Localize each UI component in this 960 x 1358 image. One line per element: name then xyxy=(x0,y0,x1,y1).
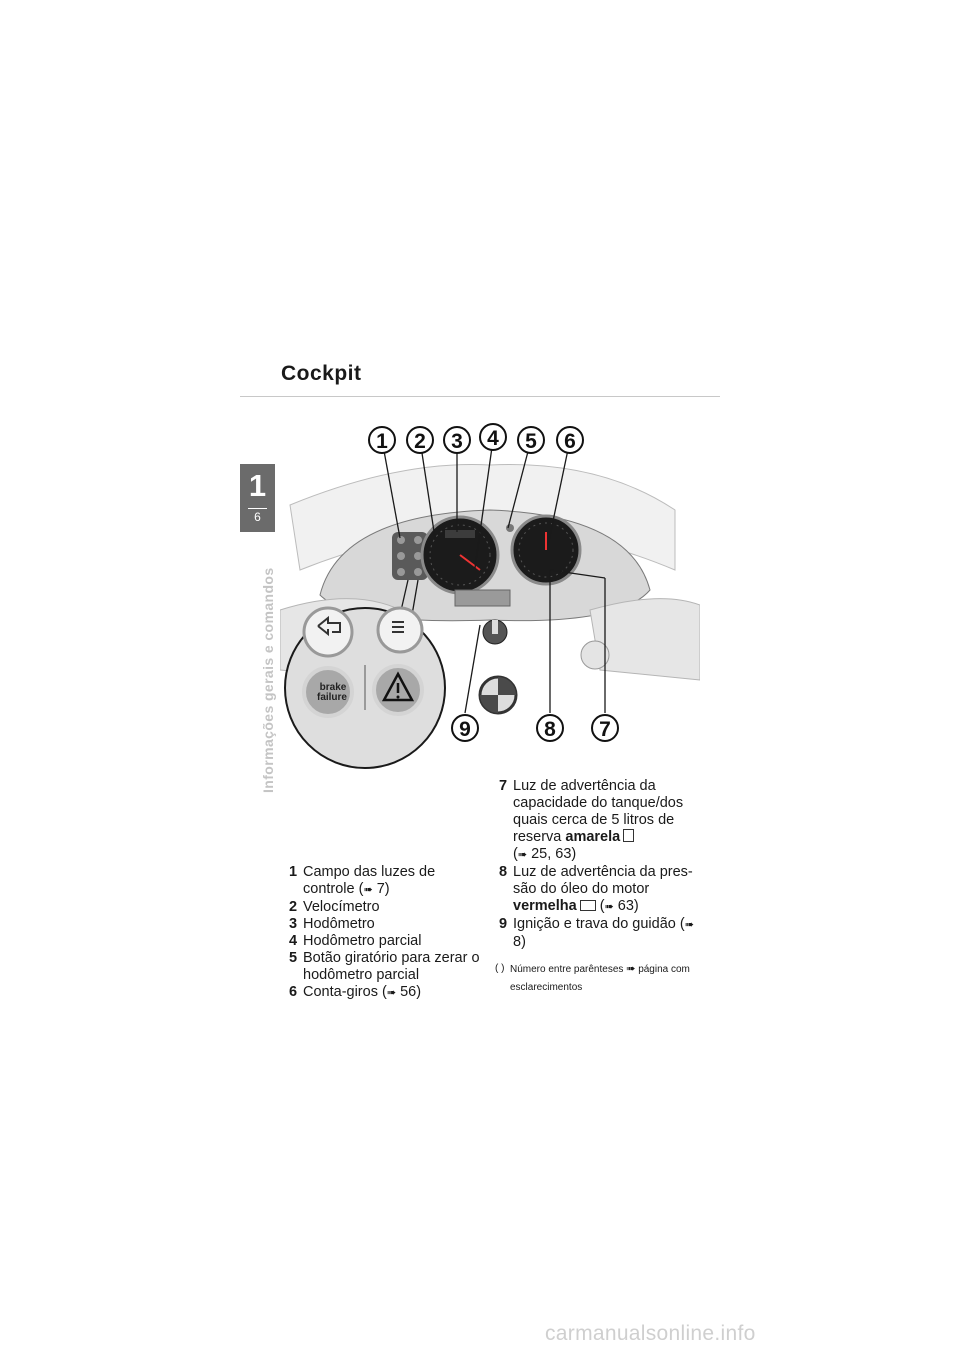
legend-number: 9 xyxy=(499,916,508,932)
chapter-divider xyxy=(248,508,267,509)
tachometer-gauge xyxy=(512,516,580,584)
footnote-text: Número entre parênteses xyxy=(510,964,624,975)
title-rule xyxy=(240,396,720,397)
legend-text: Hodômetro xyxy=(303,916,375,932)
page-number: 6 xyxy=(254,510,261,524)
headlight-icon xyxy=(378,608,422,652)
legend-item: 7 Luz de advertência da capacidade do tanque/dos quais cerca de 5 litros de reserva amarela (➠ 25, 63) xyxy=(499,778,684,862)
footnote xyxy=(495,960,705,997)
callout-3: 3 xyxy=(451,430,463,453)
legend-number: 4 xyxy=(289,933,298,949)
legend-color: vermelha xyxy=(513,898,577,914)
legend-text: Luz de advertência da pres-são do óleo do motor xyxy=(513,864,693,897)
legend-item xyxy=(285,916,490,933)
fuel-icon xyxy=(623,829,634,842)
legend-text: Botão giratório para zerar o hodômetro parcial xyxy=(303,950,480,983)
legend-left-column xyxy=(285,864,490,1002)
legend-number: 7 xyxy=(499,778,508,794)
legend-item xyxy=(495,916,705,951)
legend-ref: 25, 63) xyxy=(531,846,577,862)
oil-can-icon xyxy=(580,900,596,911)
page-title: Cockpit xyxy=(281,362,362,385)
arrow-icon: ➠ xyxy=(684,919,694,931)
legend-number: 3 xyxy=(289,916,298,932)
cockpit-figure xyxy=(280,420,700,780)
trip-reset-knob xyxy=(506,524,514,532)
legend-ref: 56) xyxy=(400,984,422,1000)
footnote-text-2: página com esclarecimentos xyxy=(510,964,690,993)
inset-label-line1: brake xyxy=(319,682,347,693)
arrow-icon: ➠ xyxy=(386,987,397,999)
legend-text: Ignição e trava do guidão ( xyxy=(513,916,685,932)
legend-item xyxy=(285,864,490,899)
warning-light-inset xyxy=(285,608,445,768)
callout-9: 9 xyxy=(459,718,471,741)
arrow-icon: ➠ xyxy=(363,884,373,896)
legend-item: 8 Luz de advertência da pres-são do óleo do motor vermelha (➠ 63) xyxy=(499,864,693,914)
callout-6: 6 xyxy=(564,430,576,453)
legend-item xyxy=(285,899,490,916)
legend-color: amarela xyxy=(565,829,621,845)
arrow-icon: ➠ xyxy=(604,901,614,913)
legend-text: Conta-giros ( xyxy=(303,984,387,1000)
legend-text: Velocímetro xyxy=(303,899,380,915)
inset-label-line2: failure xyxy=(316,692,348,703)
legend-number: 1 xyxy=(289,864,298,880)
footnote-symbol: ( ) xyxy=(495,963,505,974)
arrow-icon: ➠ xyxy=(626,963,636,975)
chapter-side-label: Informações gerais e comandos xyxy=(260,567,276,793)
watermark: carmanualsonline.info xyxy=(545,1322,756,1345)
callout-8: 8 xyxy=(544,718,556,741)
legend-text: Luz de advertência da capacidade do tanque/dos quais cerca de 5 litros de reserva xyxy=(513,778,684,845)
legend-number: 8 xyxy=(499,864,508,880)
bmw-roundel-icon xyxy=(480,677,516,713)
arrow-icon: ➠ xyxy=(517,849,528,861)
lcd-display xyxy=(455,590,510,606)
legend-item xyxy=(285,984,490,1002)
legend-right-column xyxy=(495,778,705,1007)
legend-item xyxy=(285,933,490,950)
legend-number: 5 xyxy=(289,950,298,966)
callout-1: 1 xyxy=(376,430,388,453)
legend-ref: 63) xyxy=(617,898,639,914)
callout-5: 5 xyxy=(525,430,537,453)
legend-number: 6 xyxy=(289,984,298,1000)
ignition-switch xyxy=(483,620,507,644)
legend-text: Hodômetro parcial xyxy=(303,933,422,949)
chapter-tab xyxy=(240,464,275,532)
callout-2: 2 xyxy=(414,430,426,453)
callout-4: 4 xyxy=(487,427,499,450)
legend-number: 2 xyxy=(289,899,298,915)
callout-7: 7 xyxy=(599,718,611,741)
legend-ref: 7) xyxy=(376,881,390,897)
chapter-number: 1 xyxy=(248,468,267,503)
legend-item xyxy=(285,950,490,984)
legend-text: Campo das luzes de controle ( xyxy=(303,864,436,897)
legend-ref: 8) xyxy=(513,934,526,950)
cockpit-illustration xyxy=(280,420,700,780)
